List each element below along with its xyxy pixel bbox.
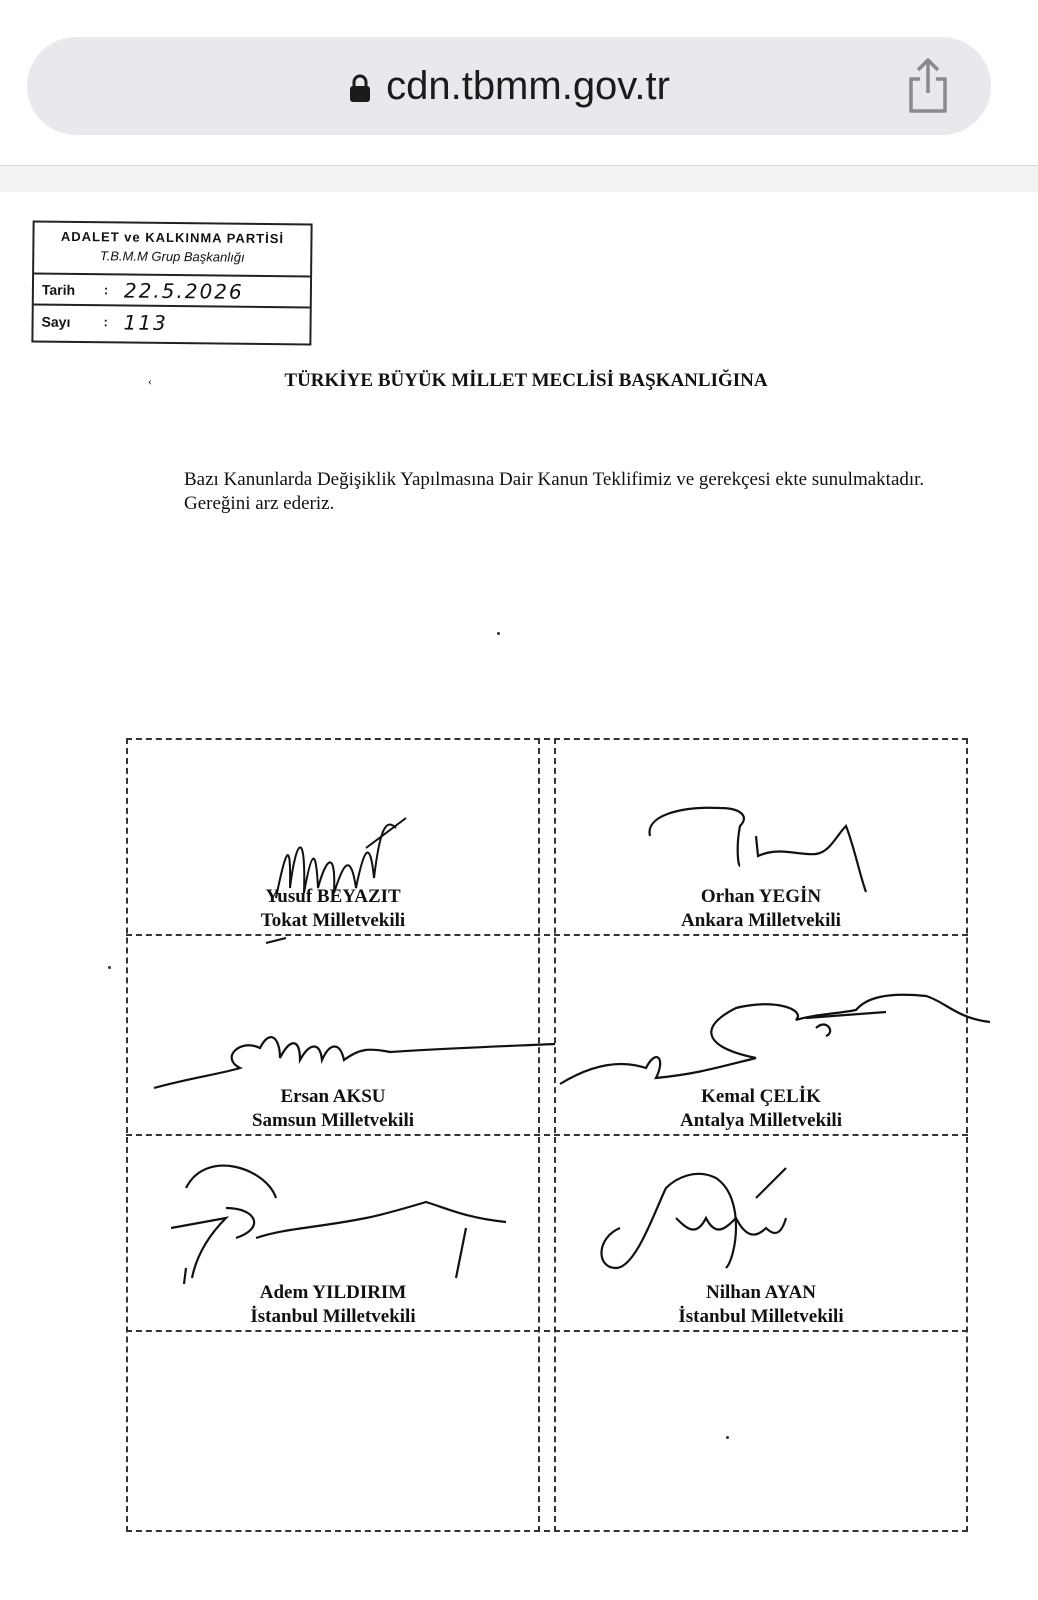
signatory-region: Tokat Milletvekili: [260, 910, 406, 931]
signatory-name: Orhan YEGİN: [700, 886, 822, 907]
signatory-name: Kemal ÇELİK: [701, 1086, 821, 1107]
table-border: [126, 738, 128, 1532]
signature-adem-yildirim: [166, 1158, 526, 1288]
signatory-region: İstanbul Milletvekili: [250, 1306, 416, 1327]
signature-table: [126, 738, 968, 1532]
signatory-name: Adem YILDIRIM: [259, 1282, 407, 1303]
table-border: [126, 1330, 968, 1332]
signatory-region: Antalya Milletvekili: [679, 1110, 842, 1131]
document-page: [0, 192, 1038, 1600]
scan-mark: ‹: [148, 374, 152, 388]
signatory-name: Yusuf BEYAZIT: [265, 886, 401, 907]
scan-speck: [497, 632, 500, 635]
table-border: [538, 738, 540, 1532]
stamp-party-name: ADALET ve KALKINMA PARTİSİ: [60, 228, 285, 247]
table-border: [966, 738, 968, 1532]
stamp-date-label: Tarih: [41, 281, 76, 298]
scan-speck: [108, 966, 111, 969]
browser-toolbar: [0, 0, 1038, 165]
document-body: [120, 468, 932, 516]
page-gap: [0, 166, 1038, 192]
stamp-date-row: [34, 275, 310, 309]
url-display[interactable]: [27, 37, 991, 135]
share-icon[interactable]: [905, 57, 951, 115]
signature-ersan-aksu: [150, 1008, 560, 1098]
table-border: [554, 738, 556, 1532]
signatory-region: Ankara Milletvekili: [681, 910, 841, 931]
stamp-number-label: Sayı: [41, 313, 71, 330]
lock-icon: [348, 73, 372, 103]
signatory-name: Nilhan AYAN: [705, 1282, 816, 1303]
stamp-colon: :: [103, 314, 109, 330]
body-paragraph: Bazı Kanunlarda Değişiklik Yapılmasına Dair Kanun Teklifimiz ve gerekçesi ekte sunulmaktadır.: [184, 469, 925, 490]
signatory-region: İstanbul Milletvekili: [678, 1306, 844, 1327]
party-stamp: [31, 221, 312, 346]
address-bar[interactable]: [27, 37, 991, 135]
table-border: [126, 1530, 968, 1532]
table-border: [126, 1134, 968, 1136]
signatory-region: Samsun Milletvekili: [251, 1110, 415, 1131]
stamp-colon: :: [103, 282, 109, 298]
document-title: TÜRKİYE BÜYÜK MİLLET MECLİSİ BAŞKANLIĞINA: [284, 370, 768, 391]
body-closing: Gereğini arz ederiz.: [184, 493, 335, 514]
signatory-name: Ersan AKSU: [280, 1086, 386, 1107]
table-border: [126, 738, 968, 740]
signature-nilhan-ayan: [586, 1158, 826, 1288]
stamp-header: [34, 223, 311, 278]
stamp-group-name: T.B.M.M Grup Başkanlığı: [99, 248, 245, 265]
stamp-number-row: [33, 306, 309, 340]
url-text: cdn.tbmm.gov.tr: [386, 63, 670, 108]
stamp-number-value: 113: [123, 309, 168, 335]
stamp-date-value: 22.5.2026: [123, 277, 244, 304]
signature-kemal-celik: [556, 988, 990, 1098]
